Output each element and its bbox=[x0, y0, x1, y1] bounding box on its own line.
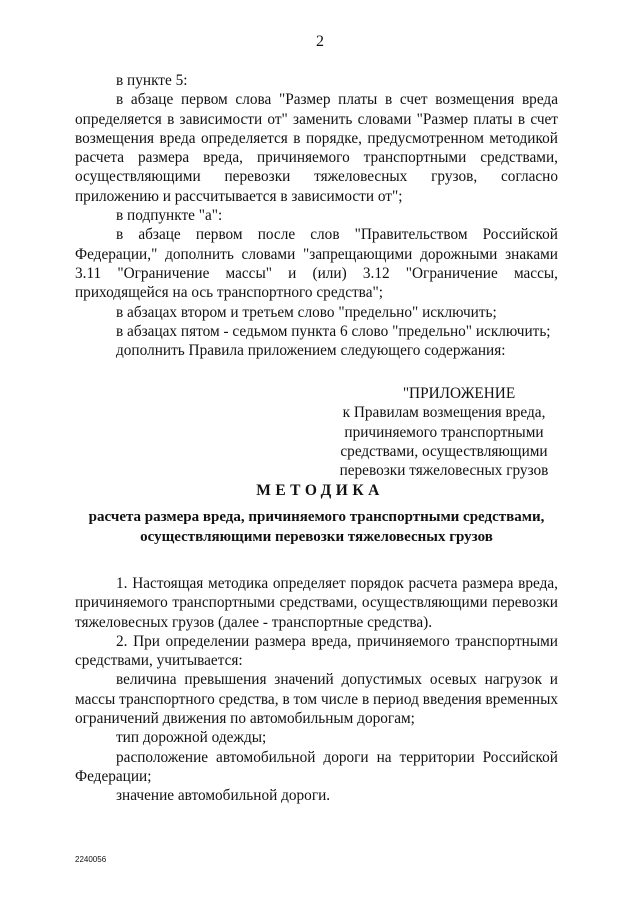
amendment-paragraph: в абзацах втором и третьем слово "предельно" исключить; bbox=[116, 303, 497, 321]
method-title: МЕТОДИКА bbox=[256, 482, 384, 499]
method-paragraph: тип дорожной одежды; bbox=[116, 729, 267, 747]
document-code: 2240056 bbox=[75, 855, 107, 864]
amendment-paragraph: в абзацах пятом - седьмом пункта 6 слово "предельно" исключить; bbox=[116, 322, 551, 340]
appendix-line: причиняемого транспортными bbox=[344, 423, 544, 441]
appendix-line: средствами, осуществляющими bbox=[340, 442, 548, 460]
amendment-paragraph: в подпункте "а": bbox=[116, 207, 223, 225]
amendment-paragraph: в пункте 5: bbox=[116, 72, 188, 89]
appendix-line: перевозки тяжеловесных грузов bbox=[339, 462, 549, 480]
method-paragraph: расположение автомобильной дороги на территории Российской Федерации; bbox=[75, 748, 558, 785]
method-paragraph: 1. Настоящая методика определяет порядок расчета размера вреда, причиняемого транспортными средствами, осуществляющими перевозки тяжеловесных грузов (далее - транспортные средства). bbox=[75, 575, 558, 631]
amendment-paragraph: дополнить Правила приложением следующего содержания: bbox=[116, 342, 506, 360]
method-paragraph: 2. При определении размера вреда, причиняемого транспортными средствами, учитывается: bbox=[75, 632, 558, 670]
appendix-header bbox=[330, 384, 558, 480]
amendment-paragraph: в абзаце первом слова "Размер платы в счет возмещения вреда определяется в зависимости от" заменить словами "Размер платы в счет возмещения вреда определяется в порядке, предусмотренном методикой расчета размера вреда, причиняемого транспортными средствами, осуществляющими перевозки тяжеловесных грузов, согласно приложению и рассчитывается в зависимости от"; bbox=[75, 91, 558, 205]
amendments-text bbox=[75, 71, 558, 360]
method-body bbox=[75, 574, 558, 806]
amendment-paragraph: в абзаце первом после слов "Правительством Российской Федерации," дополнить словами "запрещающими дорожными знаками 3.11 "Ограничение массы" и (или) 3.12 "Ограничение массы, приходящейся на ось транспортного средства"; bbox=[75, 226, 558, 302]
appendix-line: к Правилам возмещения вреда, bbox=[342, 404, 546, 422]
page-number: 2 bbox=[316, 33, 324, 50]
appendix-heading: "ПРИЛОЖЕНИЕ bbox=[402, 385, 516, 402]
method-paragraph: величина превышения значений допустимых осевых нагрузок и массы транспортного средства, в том числе в период введения временных ограничений движения по автомобильным дорогам; bbox=[75, 671, 558, 728]
method-subtitle: расчета размера вреда, причиняемого транспортными средствами, осуществляющими перевозки тяжеловесных грузов bbox=[88, 509, 545, 545]
method-paragraph: значение автомобильной дороги. bbox=[116, 787, 331, 805]
